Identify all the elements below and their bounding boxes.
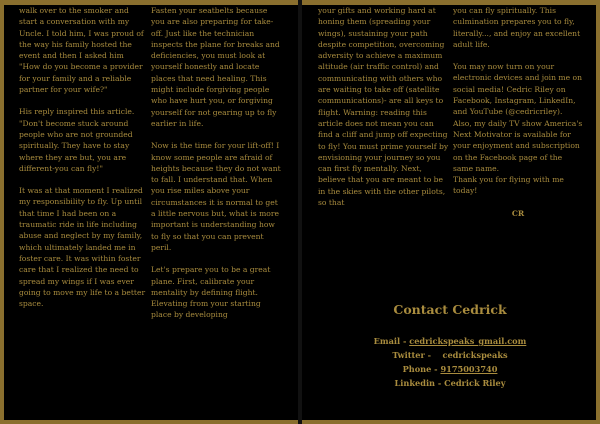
twitter-label: Twitter - [392, 350, 432, 360]
paragraph: You may now turn on your electronic devices and join me on social media! Cedric Riley on Facebook, Instagram, LinkedIn, and YouTube (@cedricriley). Also, my daily TV show America's Next Motivator is available for your enjoyment and subscription on the Facebook page of the same name. Thank you for flying with me today! [453, 62, 583, 196]
contact-heading: Contact Cedrick [393, 302, 507, 317]
twitter-handle: cedrickspeaks [442, 350, 508, 360]
email-line [300, 334, 600, 348]
paragraph: Fasten your seatbelts because you are also preparing for take-off. Just like the technician inspects the plane for breaks and deficiencies, you must look at yourself honestly and locate places that need healing. This might include forgiving people who have hurt you, or forgiving yourself for not gearing up to fly earlier in life. [151, 6, 280, 128]
paragraph: walk over to the smoker and start a conversation with my Uncle. I told him, I was proud of the way his family hosted the event and then I asked him "How do you become a provider for your family and a reliable partner for your wife?" [19, 6, 144, 95]
paragraph: His reply inspired this article. "Don't become stuck around people who are not grounded spiritually. They have to stay where they are but, you are different-you can fly!" [19, 107, 135, 173]
paragraph: Let's prepare you to be a great plane. First, calibrate your mentality by defining flight. Elevating from your starting place by developing [151, 265, 271, 320]
linkedin-line: Linkedin - Cedrick Riley [394, 378, 506, 388]
paragraph: your gifts and working hard at honing them (spreading your wings), sustaining your path despite competition, overcoming adversity to achieve a maximum altitude (air traffic control) and communicating with others who are waiting to take off (satellite communications)- are all keys to flight. Warning: reading this article does not mean you can find a cliff and jump off expecting to fly! You must prime yourself by envisioning your journey so you can first fly mentally. Next, believe that you are meant to be in the skies with the other pilots, so that [318, 6, 449, 208]
phone-link[interactable]: 9175003740 [440, 364, 498, 374]
twitter-line [300, 348, 600, 362]
text-column-3 [318, 5, 449, 208]
phone-label: Phone - [402, 364, 441, 374]
paragraph: It was at that moment I realized my responsibility to fly. Up until that time I had been on a traumatic ride in life including abuse and neglect by my family, which ultimately landed me in foster care. It was within foster care that I realized the need to spread my wings if I was ever going to move my life to a better space. [19, 186, 146, 309]
contact-block [300, 334, 600, 390]
email-link[interactable]: cedrickspeaks_gmail.com [409, 336, 527, 346]
text-column-1 [19, 5, 147, 309]
signature-initials: CR [511, 208, 525, 218]
text-column-4 [453, 5, 583, 219]
email-label: Email - [373, 336, 410, 346]
paragraph: Now is the time for your lift-off! I know some people are afraid of heights because they do not want to fall. I understand that. When you rise miles above your circumstances it is normal to get a little nervous but, what is more important is understanding how to fly so that you can prevent peril. [151, 141, 281, 252]
text-column-2 [151, 5, 282, 321]
paragraph: you can fly spiritually. This culmination prepares you to fly, literally..., and enjoy an excellent adult life. [453, 6, 581, 49]
phone-line [300, 362, 600, 376]
